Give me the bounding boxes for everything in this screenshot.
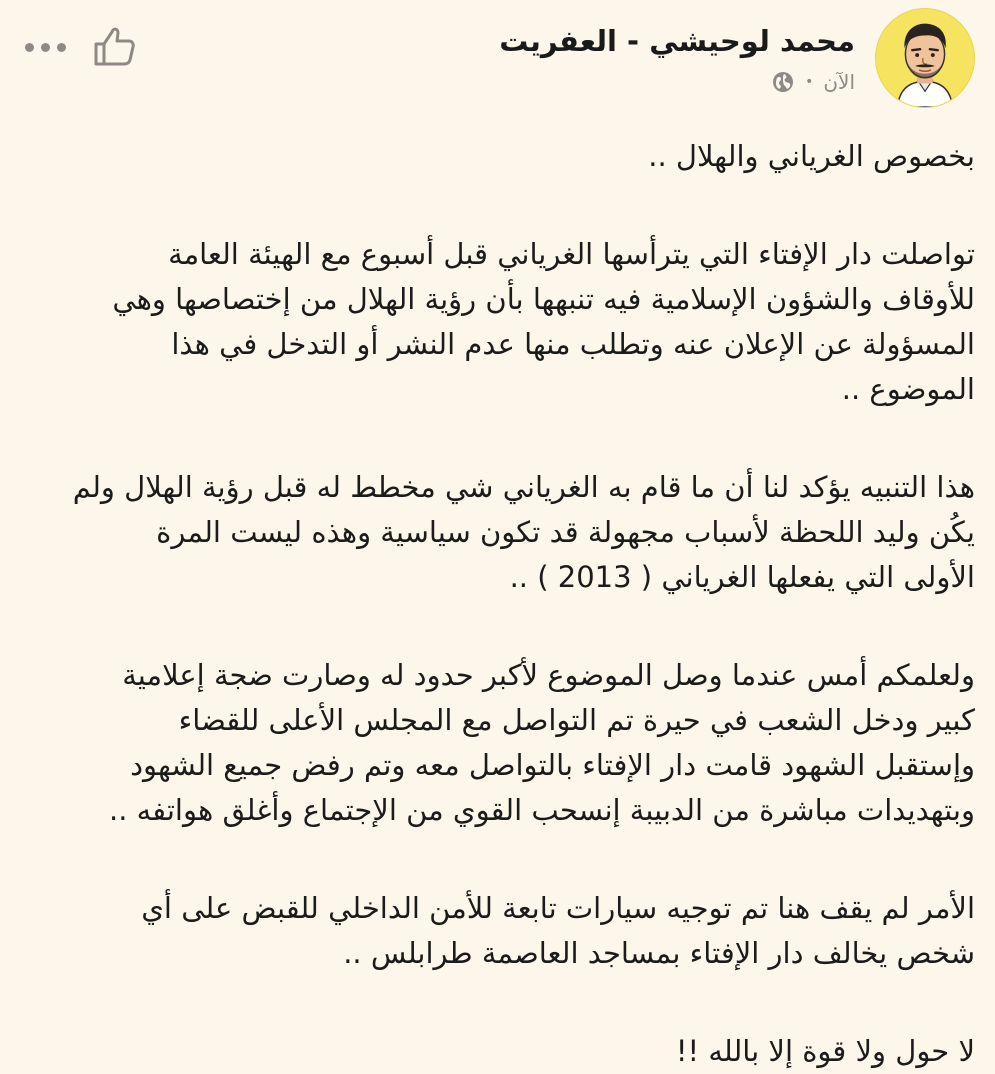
text-line: وبتهديدات مباشرة من الدبيبة إنسحب القوي من الإجتماع وأغلق هواتفه .. — [108, 793, 975, 827]
paragraph — [18, 465, 975, 600]
avatar-illustration — [876, 9, 974, 107]
post-body — [18, 134, 975, 1074]
avatar[interactable] — [875, 8, 975, 108]
text-line: المسؤولة عن الإعلان عنه وتطلب منها عدم النشر أو التدخل في هذا — [171, 327, 975, 361]
more-dot — [41, 43, 50, 52]
text-line: شخص يخالف دار الإفتاء بمساجد العاصمة طرابلس .. — [343, 936, 975, 970]
globe-icon[interactable] — [771, 70, 795, 94]
text-line: لا حول ولا قوة إلا بالله !! — [675, 1034, 975, 1068]
text-line: الأولى التي يفعلها الغرياني ( 2013 ) .. — [509, 560, 975, 594]
paragraph — [18, 886, 975, 976]
paragraph — [18, 134, 975, 179]
text-line: وإستقبل الشهود قامت دار الإفتاء بالتواصل معه وتم رفض جميع الشهود — [130, 748, 975, 782]
meta-separator: • — [805, 74, 814, 90]
post-header — [0, 0, 995, 120]
more-dot — [25, 43, 34, 52]
text-line: يكُن وليد اللحظة لأسباب مجهولة قد تكون سياسية وهذه ليست المرة — [156, 515, 975, 549]
text-line: بخصوص الغرياني والهلال .. — [648, 139, 975, 173]
text-line: هذا التنبيه يؤكد لنا أن ما قام به الغرياني شي مخطط له قبل رؤية الهلال ولم — [72, 470, 975, 504]
post-meta — [771, 70, 855, 94]
text-line: للأوقاف والشؤون الإسلامية فيه تنبهها بأن رؤية الهلال من إختصاصها وهي — [112, 282, 975, 316]
timestamp[interactable]: الآن — [823, 70, 855, 94]
paragraph — [18, 232, 975, 412]
more-options-button[interactable] — [22, 36, 66, 58]
text-line: ولعلمكم أمس عندما وصل الموضوع لأكبر حدود له وصارت ضجة إعلامية — [122, 658, 975, 692]
like-button[interactable] — [90, 22, 138, 70]
text-line: الأمر لم يقف هنا تم توجيه سيارات تابعة للأمن الداخلي للقبض على أي — [141, 891, 975, 925]
text-line: الموضوع .. — [841, 372, 975, 406]
paragraph — [18, 1029, 975, 1074]
more-dot — [57, 43, 66, 52]
paragraph — [18, 653, 975, 833]
thumbs-up-icon — [90, 22, 138, 70]
text-line: كبير ودخل الشعب في حيرة تم التواصل مع المجلس الأعلى للقضاء — [178, 703, 975, 737]
author-name[interactable]: محمد لوحيشي - العفريت — [499, 24, 855, 58]
text-line: تواصلت دار الإفتاء التي يترأسها الغرياني قبل أسبوع مع الهيئة العامة — [168, 237, 975, 271]
